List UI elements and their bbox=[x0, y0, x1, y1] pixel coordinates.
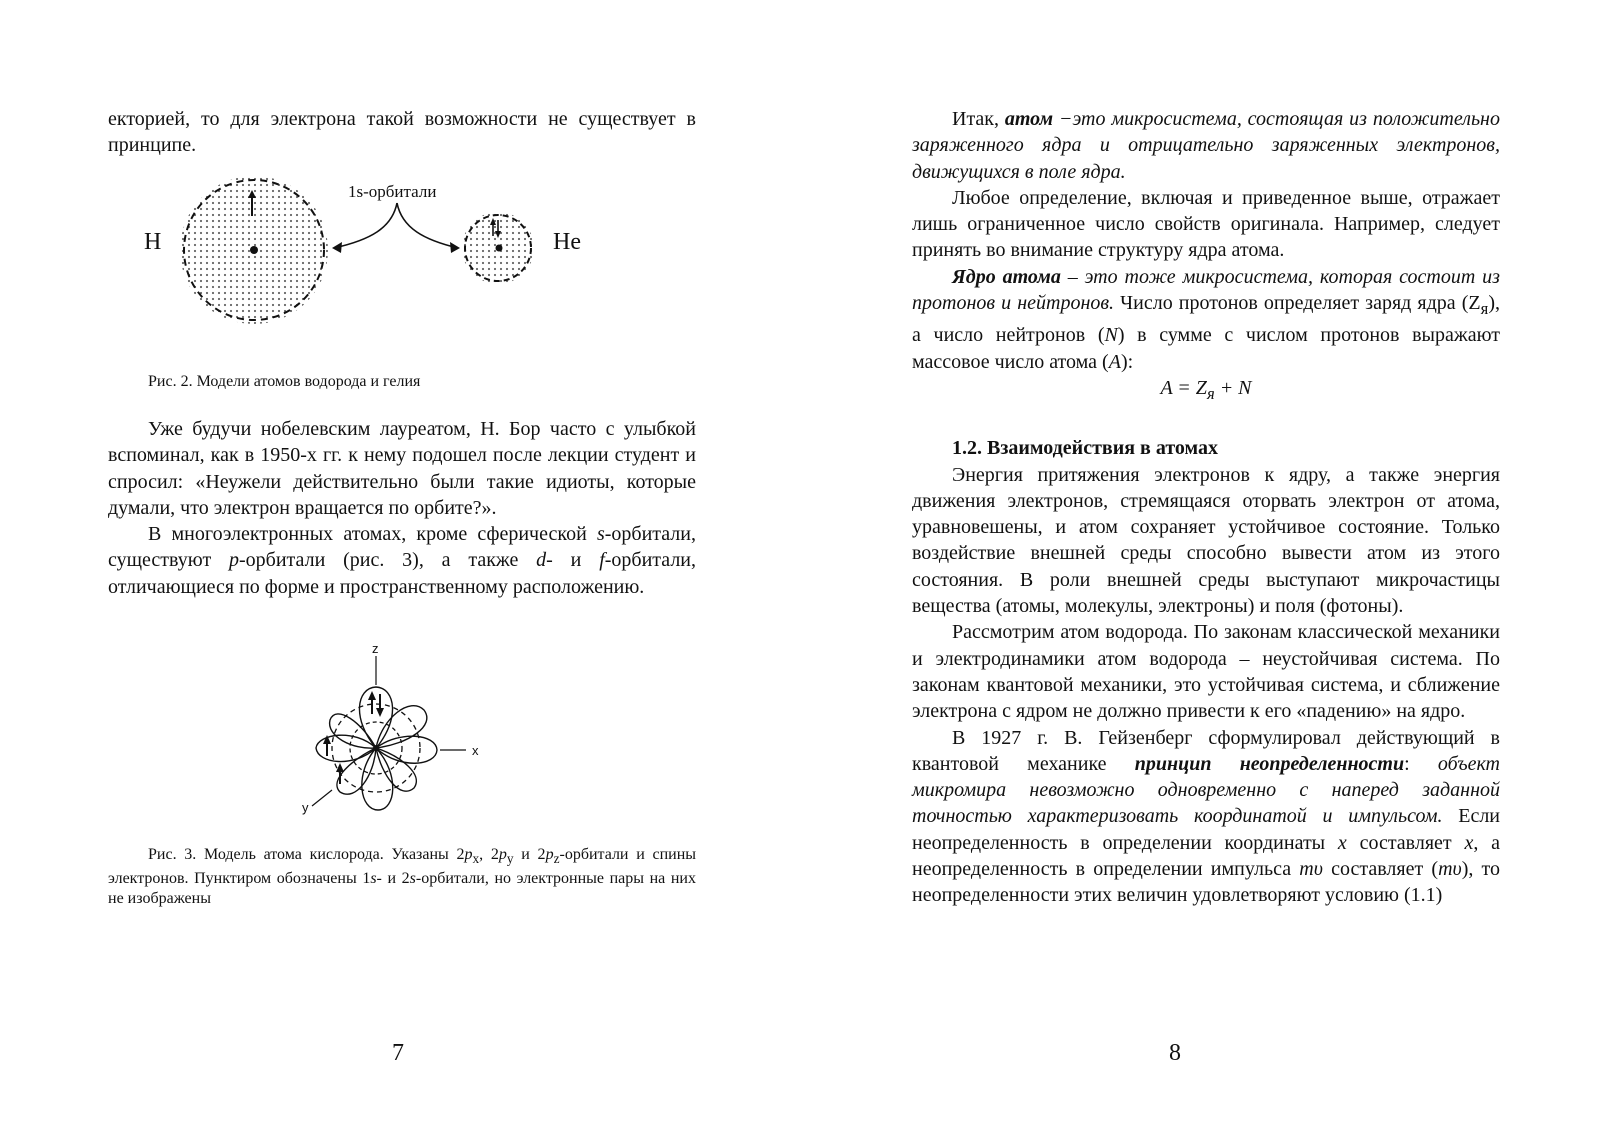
text-run: составляет bbox=[1346, 831, 1465, 854]
italic-symbol: mυ bbox=[1299, 858, 1323, 881]
paragraph-heisenberg bbox=[912, 725, 1500, 909]
text-run: , 2 bbox=[479, 846, 499, 863]
spin-pz-down-head bbox=[376, 708, 384, 717]
caption-text: Рис. 2. Модели атомов водорода и гелия bbox=[148, 373, 421, 390]
text-run: , а неопределенность в определении импульса bbox=[912, 831, 1500, 881]
right-column bbox=[912, 106, 1500, 909]
section-heading: 1.2. Взаимодействия в атомах bbox=[952, 437, 1218, 460]
text-run: составляет bbox=[1322, 858, 1432, 881]
subscript: y bbox=[506, 851, 514, 867]
text-run: -орбитали, отличающиеся по форме и пространственному расположению. bbox=[108, 549, 697, 598]
right-page bbox=[800, 0, 1600, 1131]
italic-symbol: d bbox=[536, 549, 547, 572]
definition-text: объект микромира невозможно одновременно с наперед заданной точностью характеризовать координатой и импульсом. bbox=[912, 752, 1500, 828]
text-run: - и 2 bbox=[376, 870, 410, 888]
italic-symbol: f bbox=[599, 549, 605, 572]
term-uncertainty-principle: принцип неопределенности bbox=[1134, 752, 1405, 775]
paragraph-hydrogen: Рассмотрим атом водорода. По законам классической механики и электродинамики атом водорода – неустойчивая система. По законам квантовой механики, это устойчивая система, и сближение электрона с ядром не должно привести к его «падению» на ядро. bbox=[912, 621, 1500, 723]
label-he: He bbox=[553, 229, 581, 255]
text-run: -орбитали и спины электронов. Пунктиром обозначены 1 bbox=[108, 846, 697, 888]
oxygen-nucleus bbox=[373, 745, 379, 751]
text-run: ): bbox=[1120, 350, 1134, 373]
text-run: Если неопределенность в определении координаты bbox=[912, 805, 1500, 854]
axis-y-line bbox=[312, 790, 332, 806]
text-run: : bbox=[1404, 752, 1438, 775]
formula-rhs: + N bbox=[1214, 376, 1252, 399]
italic-symbol: A bbox=[1108, 350, 1121, 373]
formula-mass-number bbox=[912, 375, 1500, 407]
label-1s-orbitals: 1s-орбитали bbox=[348, 182, 437, 201]
axis-z-label: z bbox=[372, 641, 379, 656]
figure-3-caption bbox=[108, 845, 696, 909]
pointer-to-h bbox=[334, 203, 397, 248]
text-run: Рис. 3. Модель атома кислорода. Указаны 2 bbox=[148, 846, 465, 863]
figure-2-caption bbox=[148, 372, 696, 392]
italic-symbol: s bbox=[596, 523, 605, 546]
italic-symbol: p bbox=[464, 846, 473, 863]
definition-text: −это микросистема, состоящая из положительно заряженного ядра и отрицательно заряженных электронов, движущихся в поле ядра. bbox=[912, 108, 1500, 183]
text-run: и 2 bbox=[513, 846, 546, 863]
page-number-left: 7 bbox=[392, 1040, 404, 1066]
subscript: я bbox=[1206, 383, 1215, 403]
paragraph-text: Уже будучи нобелевским лауреатом, Н. Бор часто с улыбкой вспоминал, как в 1950-х гг. к нему подошел после лекции студент и спросил: «Неужели действительно были такие идиоты, которые думали, что электрон вращается по орбите?». bbox=[108, 418, 696, 519]
italic-symbol: s bbox=[409, 870, 416, 888]
text-run: Итак, bbox=[952, 108, 1005, 130]
figure-2-atoms-h-he bbox=[108, 170, 696, 370]
pointer-to-he-head bbox=[450, 242, 460, 253]
pointer-to-h-head bbox=[332, 242, 342, 253]
italic-symbol: x bbox=[1337, 831, 1347, 854]
axis-x-label: x bbox=[472, 743, 479, 758]
spin-pz-up-head bbox=[368, 691, 376, 700]
italic-symbol: mυ bbox=[1438, 858, 1462, 881]
label-h: H bbox=[144, 229, 162, 255]
text-run: -орбитали, существуют bbox=[108, 523, 696, 572]
term-nucleus: Ядро атома bbox=[952, 265, 1061, 288]
formula-lhs: A = Z bbox=[1160, 376, 1207, 399]
he-nucleus bbox=[496, 245, 503, 252]
paragraph-text: екторией, то для электрона такой возможности не существует в принципе. bbox=[108, 108, 696, 157]
text-run: ) в сумме с числом протонов выражают массовое число атома ( bbox=[912, 324, 1500, 373]
paragraph-energy: Энергия притяжения электронов к ядру, а также энергия движения электронов, стремящаяся оторвать электрон от атома, уравновешены, и атом сохраняет устойчивое состояние. Только воздействие внешней среды способно вывести атом из этого состояния. В роли внешней среды выступают микрочастицы вещества (атомы, молекулы, электроны) и поля (фотоны). bbox=[912, 463, 1500, 618]
italic-symbol: p bbox=[498, 846, 507, 863]
left-paragraph-intro bbox=[108, 106, 696, 159]
text-run: ), а число нейтронов ( bbox=[912, 292, 1500, 347]
subscript: z bbox=[553, 851, 560, 867]
text-run: В многоэлектронных атомах, кроме сферической bbox=[148, 523, 597, 546]
paragraph-orbitals bbox=[108, 521, 696, 600]
italic-symbol: x bbox=[1464, 831, 1474, 854]
figure-3-oxygen-atom bbox=[290, 640, 510, 820]
axis-y-label: y bbox=[302, 800, 309, 815]
paragraph-definition-note: Любое определение, включая и приведенное выше, отражает лишь ограниченное число свойств оригинала. Например, следует принять во внимание структуру ядра атома. bbox=[912, 186, 1500, 262]
text-run: -орбитали, но электронные пары на них не изображены bbox=[108, 870, 696, 908]
subscript: x bbox=[472, 851, 480, 867]
left-paragraph-bohr bbox=[108, 416, 696, 600]
text-run: ( bbox=[1431, 858, 1439, 881]
text-run: - и bbox=[546, 549, 600, 572]
paragraph-atom-definition bbox=[912, 106, 1500, 185]
text-run: В 1927 г. В. Гейзенберг сформулировал действующий в квантовой механике bbox=[912, 726, 1500, 775]
h-nucleus bbox=[250, 246, 258, 254]
italic-symbol: N bbox=[1104, 324, 1118, 347]
text-run: Число протонов определяет заряд ядра (Z bbox=[1114, 292, 1481, 315]
term-atom: атом bbox=[1004, 108, 1054, 130]
pointer-to-he bbox=[397, 203, 458, 248]
definition-text: – это тоже микросистема, которая состоит из протонов и нейтронов. bbox=[912, 265, 1500, 315]
caption-text bbox=[108, 845, 696, 909]
italic-symbol: p bbox=[545, 846, 554, 863]
page-number-right: 8 bbox=[1169, 1040, 1181, 1066]
text-run: -орбитали (рис. 3), а также bbox=[239, 549, 537, 572]
lobe-pz-upper bbox=[359, 687, 392, 748]
italic-symbol: p bbox=[229, 549, 240, 572]
text-run: ), то неопределенности этих величин удовлетворяют условию (1.1) bbox=[912, 858, 1501, 907]
paragraph-nucleus bbox=[912, 264, 1500, 375]
subscript: я bbox=[1480, 299, 1489, 319]
italic-symbol: s bbox=[370, 870, 377, 888]
